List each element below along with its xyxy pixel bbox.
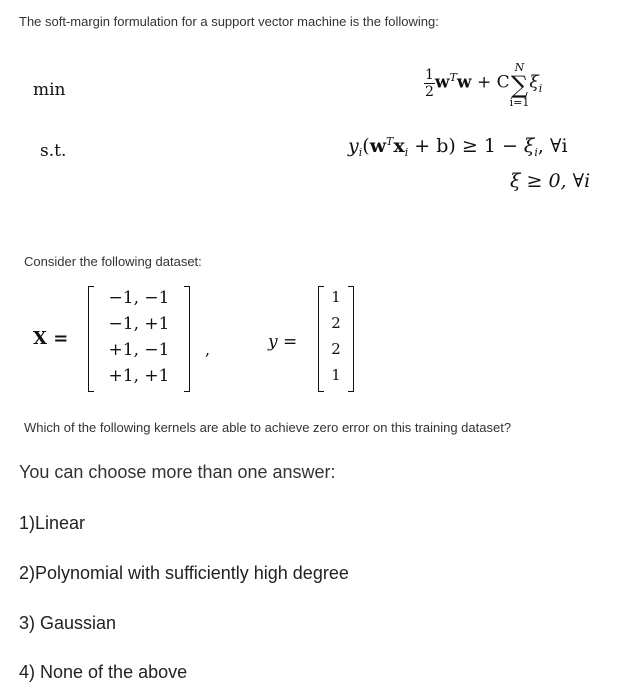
min-label: min: [33, 80, 66, 100]
y-vector-entry: 1: [331, 288, 341, 306]
option-none: 4) None of the above: [19, 662, 188, 682]
st-label: s.t.: [40, 141, 67, 161]
x-matrix-row: −1, +1: [108, 314, 170, 334]
comma-separator: ,: [205, 340, 211, 359]
x-matrix-row: −1, −1: [108, 288, 170, 308]
x-matrix: [88, 286, 190, 392]
option-gaussian: 3) Gaussian: [19, 613, 117, 633]
intro-text: The soft-margin formulation for a support vector machine is the following:: [19, 14, 439, 29]
dataset-intro: Consider the following dataset:: [24, 254, 202, 269]
choose-instruction: You can choose more than one answer:: [19, 462, 336, 482]
nonnegativity-constraint: ξ ≥ 0, ∀i: [510, 170, 591, 192]
option-polynomial: 2)Polynomial with sufficiently high degree: [19, 563, 349, 583]
question-text: Which of the following kernels are able to achieve zero error on this training dataset?: [24, 420, 512, 435]
constraint-expression: $y_i(w^Tx_i + b) \ge 1 - \xi_i$, ∀i: [348, 135, 568, 159]
x-matrix-row: +1, −1: [108, 340, 170, 360]
y-vector-entry: 1: [331, 366, 341, 384]
x-matrix-label: X =: [33, 328, 69, 349]
objective-expression: $\frac{1}{2}$ $w^Tw + C$ N ∑ i=1 $\xi_i$: [425, 61, 543, 109]
summation-symbol: N ∑ i=1: [509, 61, 530, 109]
y-vector-label: y =: [268, 332, 298, 352]
half-fraction: $\frac{1}{2}$: [425, 66, 434, 100]
option-linear: 1)Linear: [19, 513, 86, 533]
x-matrix-row: +1, +1: [108, 366, 170, 386]
y-vector-entry: 2: [331, 314, 341, 332]
y-vector-entry: 2: [331, 340, 341, 358]
y-vector: [318, 286, 354, 392]
